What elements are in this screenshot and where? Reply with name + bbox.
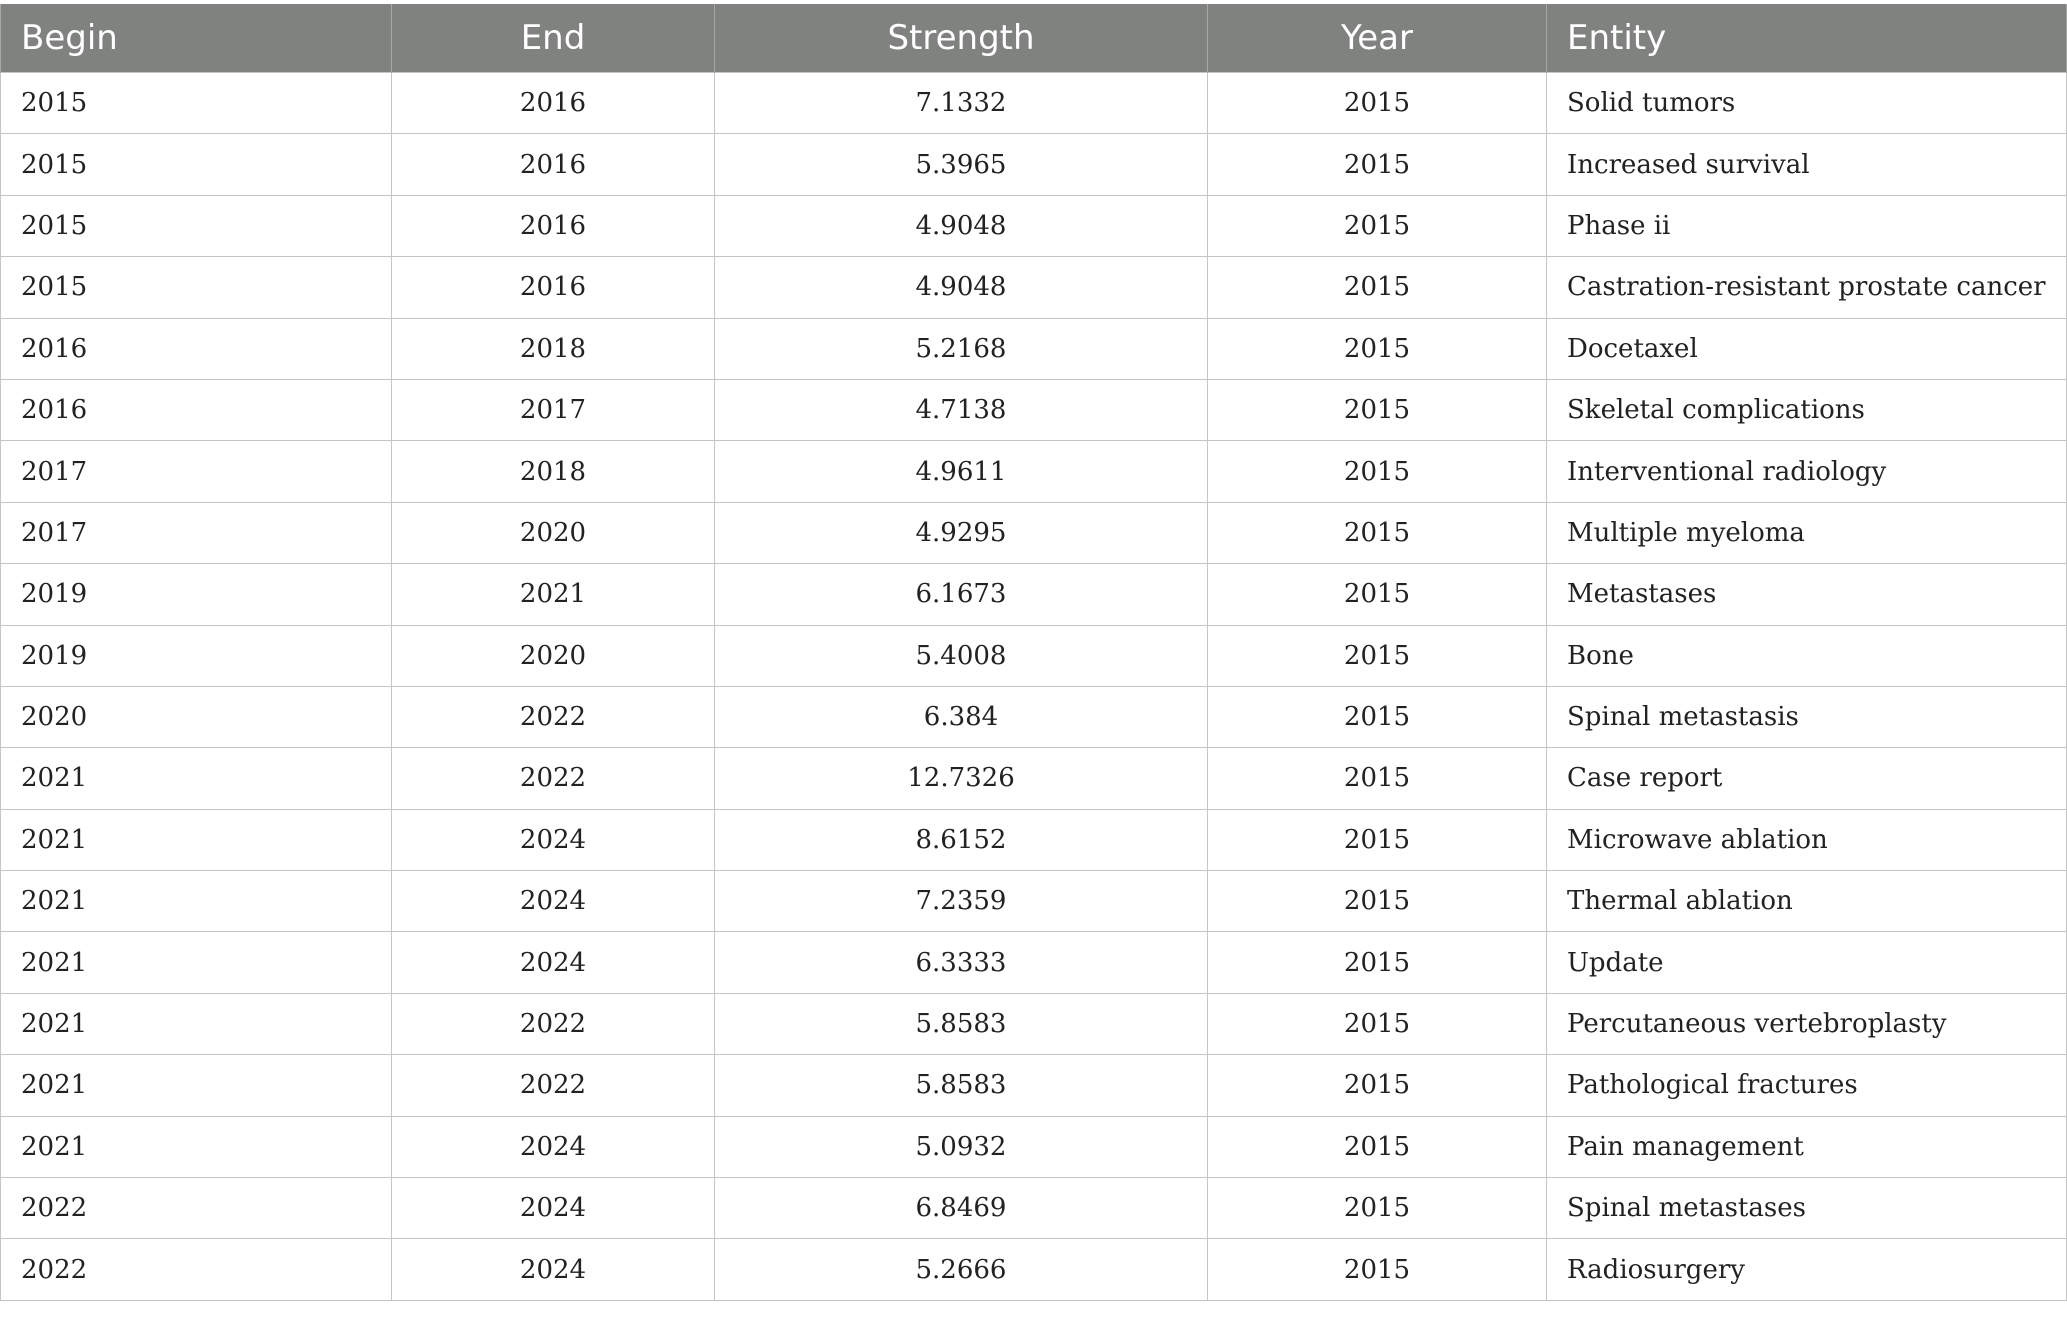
cell-begin: 2021 <box>1 993 392 1054</box>
header-end: End <box>392 4 715 73</box>
table-row <box>1 1116 2067 1177</box>
cell-begin: 2021 <box>1 932 392 993</box>
cell-end: 2022 <box>392 993 715 1054</box>
cell-year: 2015 <box>1208 686 1547 747</box>
cell-entity: Pathological fractures <box>1547 1055 2067 1116</box>
cell-end: 2021 <box>392 564 715 625</box>
cell-end: 2022 <box>392 1055 715 1116</box>
cell-entity: Docetaxel <box>1547 318 2067 379</box>
cell-strength: 5.3965 <box>715 134 1208 195</box>
table-row <box>1 748 2067 809</box>
cell-end: 2024 <box>392 1239 715 1300</box>
cell-end: 2017 <box>392 379 715 440</box>
table-row <box>1 564 2067 625</box>
table-row <box>1 809 2067 870</box>
cell-strength: 6.1673 <box>715 564 1208 625</box>
table-row <box>1 318 2067 379</box>
cell-entity: Solid tumors <box>1547 73 2067 134</box>
header-year: Year <box>1208 4 1547 73</box>
cell-end: 2016 <box>392 134 715 195</box>
cell-end: 2024 <box>392 871 715 932</box>
cell-entity: Skeletal complications <box>1547 379 2067 440</box>
cell-begin: 2022 <box>1 1178 392 1239</box>
cell-year: 2015 <box>1208 871 1547 932</box>
cell-end: 2020 <box>392 625 715 686</box>
cell-year: 2015 <box>1208 73 1547 134</box>
cell-strength: 5.4008 <box>715 625 1208 686</box>
cell-begin: 2019 <box>1 564 392 625</box>
cell-strength: 5.8583 <box>715 1055 1208 1116</box>
cell-year: 2015 <box>1208 993 1547 1054</box>
cell-entity: Case report <box>1547 748 2067 809</box>
cell-end: 2016 <box>392 195 715 256</box>
table-row <box>1 379 2067 440</box>
cell-year: 2015 <box>1208 379 1547 440</box>
cell-strength: 5.2666 <box>715 1239 1208 1300</box>
cell-begin: 2020 <box>1 686 392 747</box>
cell-strength: 4.9048 <box>715 257 1208 318</box>
header-row <box>1 4 2067 73</box>
cell-strength: 4.7138 <box>715 379 1208 440</box>
cell-strength: 4.9295 <box>715 502 1208 563</box>
cell-strength: 6.8469 <box>715 1178 1208 1239</box>
cell-entity: Update <box>1547 932 2067 993</box>
cell-year: 2015 <box>1208 748 1547 809</box>
cell-strength: 4.9611 <box>715 441 1208 502</box>
cell-year: 2015 <box>1208 1239 1547 1300</box>
cell-year: 2015 <box>1208 195 1547 256</box>
cell-strength: 7.1332 <box>715 73 1208 134</box>
cell-entity: Phase ii <box>1547 195 2067 256</box>
cell-year: 2015 <box>1208 809 1547 870</box>
cell-end: 2018 <box>392 318 715 379</box>
cell-entity: Spinal metastases <box>1547 1178 2067 1239</box>
cell-begin: 2015 <box>1 195 392 256</box>
table-row <box>1 1055 2067 1116</box>
table-row <box>1 502 2067 563</box>
cell-strength: 6.384 <box>715 686 1208 747</box>
header-entity: Entity <box>1547 4 2067 73</box>
cell-entity: Pain management <box>1547 1116 2067 1177</box>
cell-begin: 2021 <box>1 748 392 809</box>
table-row <box>1 73 2067 134</box>
table-row <box>1 441 2067 502</box>
cell-begin: 2017 <box>1 441 392 502</box>
cell-year: 2015 <box>1208 625 1547 686</box>
cell-year: 2015 <box>1208 441 1547 502</box>
cell-end: 2016 <box>392 257 715 318</box>
cell-entity: Thermal ablation <box>1547 871 2067 932</box>
table-row <box>1 625 2067 686</box>
cell-year: 2015 <box>1208 134 1547 195</box>
cell-strength: 6.3333 <box>715 932 1208 993</box>
cell-year: 2015 <box>1208 1116 1547 1177</box>
cell-entity: Microwave ablation <box>1547 809 2067 870</box>
cell-strength: 5.0932 <box>715 1116 1208 1177</box>
cell-end: 2024 <box>392 932 715 993</box>
table-row <box>1 932 2067 993</box>
cell-end: 2022 <box>392 686 715 747</box>
header-begin: Begin <box>1 4 392 73</box>
cell-year: 2015 <box>1208 502 1547 563</box>
cell-begin: 2015 <box>1 73 392 134</box>
cell-end: 2016 <box>392 73 715 134</box>
header-strength: Strength <box>715 4 1208 73</box>
table-row <box>1 1178 2067 1239</box>
table-row <box>1 1239 2067 1300</box>
table-row <box>1 686 2067 747</box>
cell-strength: 4.9048 <box>715 195 1208 256</box>
cell-end: 2024 <box>392 1178 715 1239</box>
cell-year: 2015 <box>1208 318 1547 379</box>
cell-entity: Castration-resistant prostate cancer <box>1547 257 2067 318</box>
cell-begin: 2019 <box>1 625 392 686</box>
table-row <box>1 195 2067 256</box>
table-body <box>1 73 2067 1301</box>
cell-begin: 2022 <box>1 1239 392 1300</box>
cell-end: 2024 <box>392 809 715 870</box>
cell-entity: Increased survival <box>1547 134 2067 195</box>
cell-end: 2024 <box>392 1116 715 1177</box>
cell-entity: Interventional radiology <box>1547 441 2067 502</box>
burst-table <box>0 4 2067 1301</box>
cell-entity: Spinal metastasis <box>1547 686 2067 747</box>
table-row <box>1 993 2067 1054</box>
cell-year: 2015 <box>1208 932 1547 993</box>
table-row <box>1 134 2067 195</box>
cell-begin: 2021 <box>1 871 392 932</box>
cell-begin: 2021 <box>1 809 392 870</box>
cell-begin: 2016 <box>1 318 392 379</box>
cell-begin: 2016 <box>1 379 392 440</box>
cell-begin: 2017 <box>1 502 392 563</box>
cell-entity: Multiple myeloma <box>1547 502 2067 563</box>
cell-entity: Percutaneous vertebroplasty <box>1547 993 2067 1054</box>
cell-end: 2018 <box>392 441 715 502</box>
cell-strength: 12.7326 <box>715 748 1208 809</box>
cell-year: 2015 <box>1208 257 1547 318</box>
cell-strength: 8.6152 <box>715 809 1208 870</box>
cell-end: 2020 <box>392 502 715 563</box>
table-row <box>1 871 2067 932</box>
cell-entity: Metastases <box>1547 564 2067 625</box>
table-row <box>1 257 2067 318</box>
cell-begin: 2015 <box>1 257 392 318</box>
cell-year: 2015 <box>1208 564 1547 625</box>
cell-strength: 5.8583 <box>715 993 1208 1054</box>
cell-year: 2015 <box>1208 1178 1547 1239</box>
cell-year: 2015 <box>1208 1055 1547 1116</box>
cell-entity: Radiosurgery <box>1547 1239 2067 1300</box>
cell-strength: 7.2359 <box>715 871 1208 932</box>
cell-end: 2022 <box>392 748 715 809</box>
cell-begin: 2021 <box>1 1055 392 1116</box>
cell-strength: 5.2168 <box>715 318 1208 379</box>
cell-begin: 2021 <box>1 1116 392 1177</box>
cell-entity: Bone <box>1547 625 2067 686</box>
cell-begin: 2015 <box>1 134 392 195</box>
